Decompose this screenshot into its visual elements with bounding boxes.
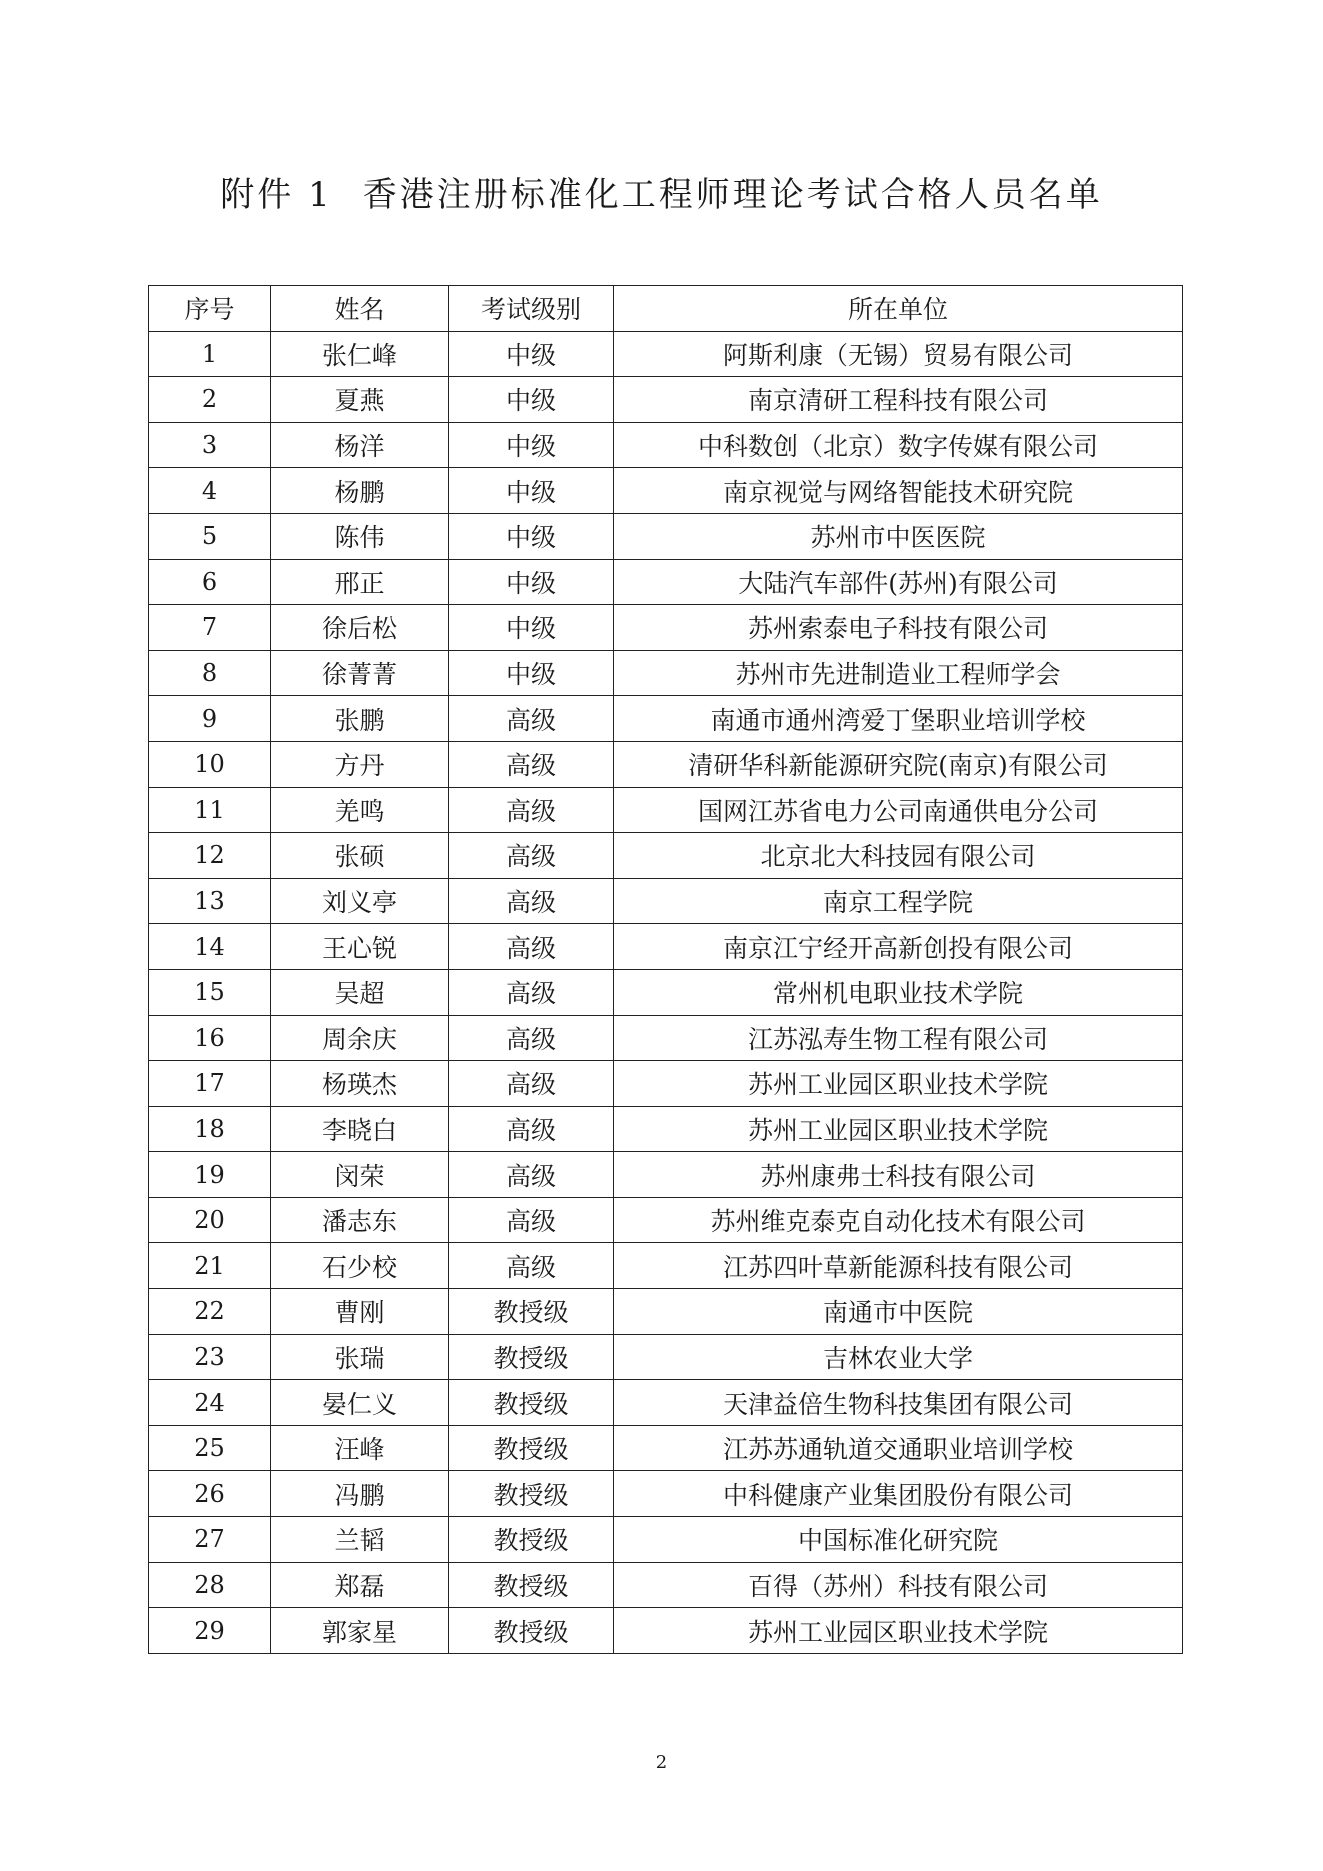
cell-seq: 27 — [149, 1517, 271, 1563]
cell-unit: 吉林农业大学 — [614, 1334, 1183, 1380]
table-row — [149, 1517, 1183, 1563]
table-row — [149, 1061, 1183, 1107]
cell-seq: 20 — [149, 1197, 271, 1243]
cell-seq: 21 — [149, 1243, 271, 1289]
page-number: 2 — [655, 1752, 668, 1773]
cell-name: 李晓白 — [271, 1106, 449, 1152]
cell-seq: 15 — [149, 969, 271, 1015]
cell-unit: 南京江宁经开高新创投有限公司 — [614, 924, 1183, 970]
table-row — [149, 1562, 1183, 1608]
cell-seq: 18 — [149, 1106, 271, 1152]
table-row — [149, 833, 1183, 879]
cell-unit: 常州机电职业技术学院 — [614, 969, 1183, 1015]
cell-unit: 百得（苏州）科技有限公司 — [614, 1562, 1183, 1608]
table-row — [149, 513, 1183, 559]
table-row — [149, 1425, 1183, 1471]
cell-unit: 江苏泓寿生物工程有限公司 — [614, 1015, 1183, 1061]
cell-name: 张瑞 — [271, 1334, 449, 1380]
table-row — [149, 1243, 1183, 1289]
cell-level: 教授级 — [449, 1380, 614, 1426]
cell-unit: 南京清研工程科技有限公司 — [614, 377, 1183, 423]
cell-unit: 南京工程学院 — [614, 878, 1183, 924]
cell-unit: 北京北大科技园有限公司 — [614, 833, 1183, 879]
cell-level: 教授级 — [449, 1517, 614, 1563]
table-row — [149, 741, 1183, 787]
cell-unit: 阿斯利康（无锡）贸易有限公司 — [614, 331, 1183, 377]
cell-unit: 大陆汽车部件(苏州)有限公司 — [614, 559, 1183, 605]
cell-name: 羌鸣 — [271, 787, 449, 833]
cell-level: 高级 — [449, 1106, 614, 1152]
cell-unit: 中科健康产业集团股份有限公司 — [614, 1471, 1183, 1517]
cell-level: 高级 — [449, 878, 614, 924]
cell-level: 中级 — [449, 422, 614, 468]
cell-name: 汪峰 — [271, 1425, 449, 1471]
cell-unit: 苏州市先进制造业工程师学会 — [614, 650, 1183, 696]
cell-level: 高级 — [449, 969, 614, 1015]
cell-seq: 5 — [149, 513, 271, 559]
cell-unit: 苏州市中医医院 — [614, 513, 1183, 559]
table-row — [149, 924, 1183, 970]
cell-unit: 苏州索泰电子科技有限公司 — [614, 605, 1183, 651]
cell-name: 郑磊 — [271, 1562, 449, 1608]
cell-name: 徐后松 — [271, 605, 449, 651]
cell-name: 周余庆 — [271, 1015, 449, 1061]
cell-unit: 南通市通州湾爱丁堡职业培训学校 — [614, 696, 1183, 742]
cell-name: 杨瑛杰 — [271, 1061, 449, 1107]
cell-name: 冯鹏 — [271, 1471, 449, 1517]
header-level: 考试级别 — [449, 286, 614, 332]
qualified-personnel-table — [148, 285, 1183, 1654]
header-row — [149, 286, 1183, 332]
table-header — [149, 286, 1183, 332]
table-row — [149, 1608, 1183, 1654]
cell-seq: 22 — [149, 1289, 271, 1335]
cell-name: 曹刚 — [271, 1289, 449, 1335]
cell-name: 石少校 — [271, 1243, 449, 1289]
cell-level: 教授级 — [449, 1425, 614, 1471]
cell-name: 晏仁义 — [271, 1380, 449, 1426]
title-main: 香港注册标准化工程师理论考试合格人员名单 — [362, 175, 1103, 215]
cell-level: 中级 — [449, 559, 614, 605]
cell-name: 闵荣 — [271, 1152, 449, 1198]
cell-seq: 6 — [149, 559, 271, 605]
table-row — [149, 787, 1183, 833]
cell-seq: 16 — [149, 1015, 271, 1061]
cell-unit: 江苏苏通轨道交通职业培训学校 — [614, 1425, 1183, 1471]
cell-name: 张硕 — [271, 833, 449, 879]
cell-seq: 26 — [149, 1471, 271, 1517]
cell-name: 潘志东 — [271, 1197, 449, 1243]
table-row — [149, 650, 1183, 696]
table-row — [149, 1471, 1183, 1517]
cell-level: 高级 — [449, 1197, 614, 1243]
cell-seq: 13 — [149, 878, 271, 924]
cell-name: 邢正 — [271, 559, 449, 605]
table-row — [149, 696, 1183, 742]
table-row — [149, 559, 1183, 605]
cell-seq: 3 — [149, 422, 271, 468]
table-row — [149, 1197, 1183, 1243]
cell-seq: 8 — [149, 650, 271, 696]
cell-name: 夏燕 — [271, 377, 449, 423]
cell-level: 中级 — [449, 605, 614, 651]
cell-name: 刘义亭 — [271, 878, 449, 924]
cell-seq: 4 — [149, 468, 271, 514]
cell-level: 教授级 — [449, 1562, 614, 1608]
table-row — [149, 1152, 1183, 1198]
cell-level: 高级 — [449, 833, 614, 879]
cell-name: 张仁峰 — [271, 331, 449, 377]
cell-level: 高级 — [449, 924, 614, 970]
cell-level: 高级 — [449, 1152, 614, 1198]
cell-level: 教授级 — [449, 1471, 614, 1517]
cell-level: 教授级 — [449, 1608, 614, 1654]
table-row — [149, 422, 1183, 468]
cell-name: 王心锐 — [271, 924, 449, 970]
cell-unit: 苏州维克泰克自动化技术有限公司 — [614, 1197, 1183, 1243]
cell-seq: 29 — [149, 1608, 271, 1654]
cell-unit: 苏州工业园区职业技术学院 — [614, 1061, 1183, 1107]
table-row — [149, 1289, 1183, 1335]
cell-unit: 苏州康弗士科技有限公司 — [614, 1152, 1183, 1198]
cell-seq: 23 — [149, 1334, 271, 1380]
cell-level: 高级 — [449, 1015, 614, 1061]
cell-unit: 清研华科新能源研究院(南京)有限公司 — [614, 741, 1183, 787]
cell-seq: 17 — [149, 1061, 271, 1107]
header-seq: 序号 — [149, 286, 271, 332]
cell-level: 中级 — [449, 650, 614, 696]
cell-seq: 25 — [149, 1425, 271, 1471]
cell-level: 中级 — [449, 468, 614, 514]
cell-name: 兰韬 — [271, 1517, 449, 1563]
cell-seq: 2 — [149, 377, 271, 423]
cell-level: 高级 — [449, 741, 614, 787]
cell-unit: 中国标准化研究院 — [614, 1517, 1183, 1563]
table-row — [149, 1334, 1183, 1380]
table-row — [149, 331, 1183, 377]
cell-unit: 江苏四叶草新能源科技有限公司 — [614, 1243, 1183, 1289]
cell-level: 教授级 — [449, 1289, 614, 1335]
cell-seq: 7 — [149, 605, 271, 651]
table-body — [149, 331, 1183, 1653]
table-row — [149, 377, 1183, 423]
cell-level: 高级 — [449, 1061, 614, 1107]
table-row — [149, 969, 1183, 1015]
cell-seq: 19 — [149, 1152, 271, 1198]
table-row — [149, 605, 1183, 651]
cell-name: 徐菁菁 — [271, 650, 449, 696]
cell-name: 杨洋 — [271, 422, 449, 468]
cell-seq: 11 — [149, 787, 271, 833]
cell-level: 教授级 — [449, 1334, 614, 1380]
cell-unit: 中科数创（北京）数字传媒有限公司 — [614, 422, 1183, 468]
table-row — [149, 1106, 1183, 1152]
cell-unit: 天津益倍生物科技集团有限公司 — [614, 1380, 1183, 1426]
cell-level: 高级 — [449, 1243, 614, 1289]
header-name: 姓名 — [271, 286, 449, 332]
cell-name: 吴超 — [271, 969, 449, 1015]
table-row — [149, 878, 1183, 924]
page-title — [0, 172, 1323, 218]
table-row — [149, 468, 1183, 514]
title-prefix: 附件 1 — [220, 175, 333, 215]
cell-unit: 苏州工业园区职业技术学院 — [614, 1106, 1183, 1152]
cell-level: 中级 — [449, 377, 614, 423]
table-row — [149, 1015, 1183, 1061]
cell-seq: 28 — [149, 1562, 271, 1608]
cell-seq: 9 — [149, 696, 271, 742]
cell-seq: 24 — [149, 1380, 271, 1426]
cell-level: 高级 — [449, 787, 614, 833]
cell-name: 杨鹏 — [271, 468, 449, 514]
cell-seq: 10 — [149, 741, 271, 787]
header-unit: 所在单位 — [614, 286, 1183, 332]
cell-name: 陈伟 — [271, 513, 449, 559]
cell-name: 方丹 — [271, 741, 449, 787]
cell-seq: 1 — [149, 331, 271, 377]
cell-unit: 南京视觉与网络智能技术研究院 — [614, 468, 1183, 514]
table-row — [149, 1380, 1183, 1426]
cell-unit: 国网江苏省电力公司南通供电分公司 — [614, 787, 1183, 833]
cell-name: 张鹏 — [271, 696, 449, 742]
cell-unit: 苏州工业园区职业技术学院 — [614, 1608, 1183, 1654]
cell-unit: 南通市中医院 — [614, 1289, 1183, 1335]
cell-name: 郭家星 — [271, 1608, 449, 1654]
cell-level: 高级 — [449, 696, 614, 742]
cell-level: 中级 — [449, 331, 614, 377]
cell-level: 中级 — [449, 513, 614, 559]
cell-seq: 14 — [149, 924, 271, 970]
cell-seq: 12 — [149, 833, 271, 879]
